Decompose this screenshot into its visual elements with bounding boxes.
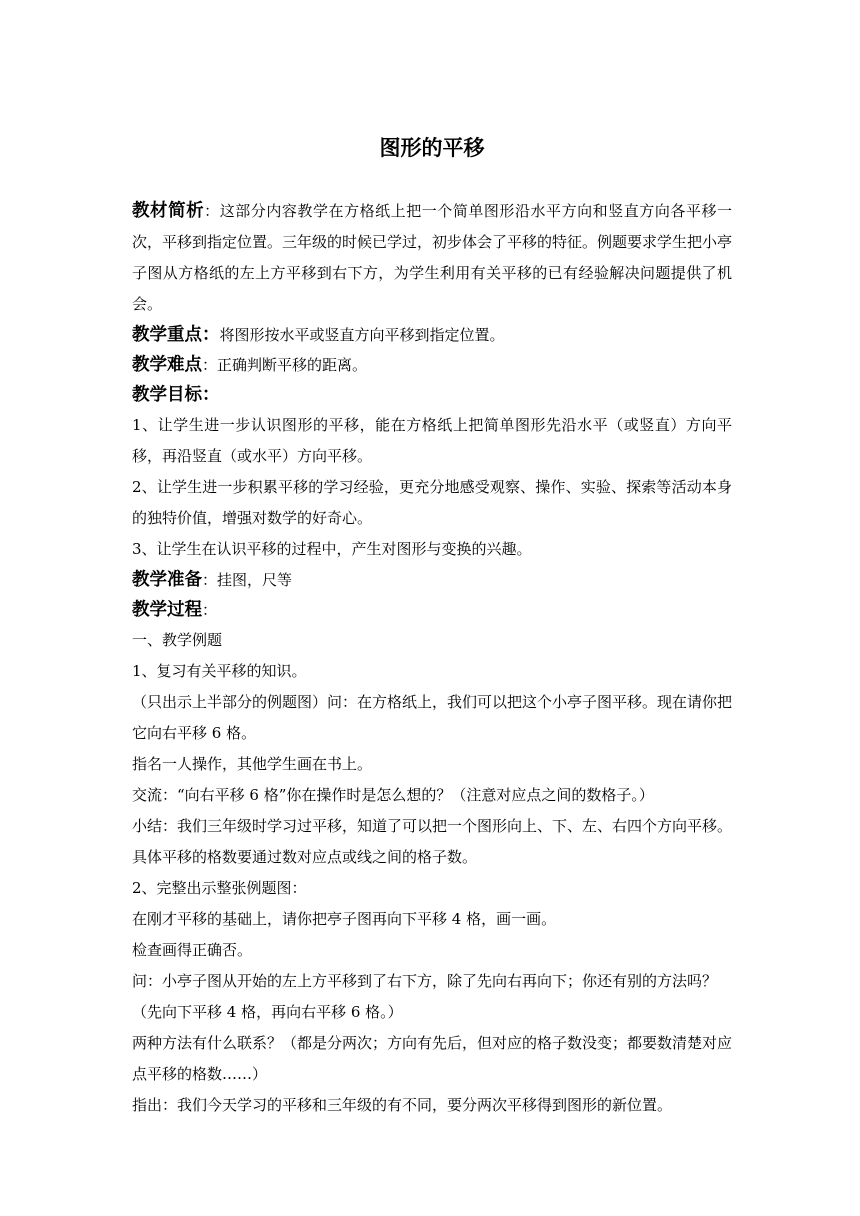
key-point-label: 教学重点： [132,325,220,345]
process-heading [132,595,732,625]
process-line: 一、教学例题 [132,631,223,649]
process-line: 小结：我们三年级时学习过平移，知道了可以把一个图形向上、下、左、右四个方向平移。具体平移的格数要通过数对应点或线之间的格子数。 [132,817,733,866]
process-line: 检查画得正确否。 [132,941,253,959]
process-line: 交流：“向右平移 6 格”你在操作时是怎么想的？（注意对应点之间的数格子。） [132,786,654,804]
process-line: 1、复习有关平移的知识。 [132,662,307,680]
process-line: 指名一人操作，其他学生画在书上。 [132,755,373,773]
difficulty-label: 教学难点 [132,355,202,375]
objective-item: 2、让学生进一步积累平移的学习经验，更充分地感受观察、操作、实验、探索等活动本身的独特价值，增强对数学的好奇心。 [132,478,732,527]
document-page [132,132,732,1121]
document-title: 图形的平移 [379,136,485,160]
key-point-text: 将图形按水平或竖直方向平移到指定位置。 [219,326,505,344]
preparation-text: ：挂图，尺等 [202,571,293,589]
objective-item: 3、让学生在认识平移的过程中，产生对图形与变换的兴趣。 [132,540,532,558]
analysis-text: ：这部分内容教学在方格纸上把一个简单图形沿水平方向和竖直方向各平移一次，平移到指定位置。三年级的时候已学过，初步体会了平移的特征。例题要求学生把小亭子图从方格纸的左上方平移到右下方，为学生利用有关平移的已有经验解决问题提供了机会。 [132,202,733,313]
process-line: 指出：我们今天学习的平移和三年级的有不同，要分两次平移得到图形的新位置。 [132,1096,673,1114]
analysis-label: 教材简析 [132,201,205,221]
preparation-label: 教学准备 [132,570,202,590]
preparation-paragraph [132,565,732,595]
process-line: 2、完整出示整张例题图： [132,879,307,897]
process-line: 在刚才平移的基础上，请你把亭子图再向下平移 4 格，画一画。 [132,910,557,928]
process-suffix: ： [202,601,218,619]
objectives-heading [132,380,732,410]
key-point-paragraph [132,320,732,350]
difficulty-text: ：正确判断平移的距离。 [202,356,368,374]
objectives-label: 教学目标： [132,385,220,405]
analysis-paragraph [132,196,732,320]
process-line: 问：小亭子图从开始的左上方平移到了右下方，除了先向右再向下；你还有别的方法吗？ [132,972,718,990]
process-line: 两种方法有什么联系？（都是分两次；方向有先后，但对应的格子数没变；都要数清楚对应点平移的格数……） [132,1034,733,1083]
objective-item: 1、让学生进一步认识图形的平移，能在方格纸上把简单图形先沿水平（或竖直）方向平移，再沿竖直（或水平）方向平移。 [132,416,732,465]
process-label: 教学过程 [132,600,202,620]
process-line: （只出示上半部分的例题图）问：在方格纸上，我们可以把这个小亭子图平移。现在请你把它向右平移 6 格。 [132,693,733,742]
difficulty-paragraph [132,350,732,380]
process-line: （先向下平移 4 格，再向右平移 6 格。） [132,1003,403,1021]
